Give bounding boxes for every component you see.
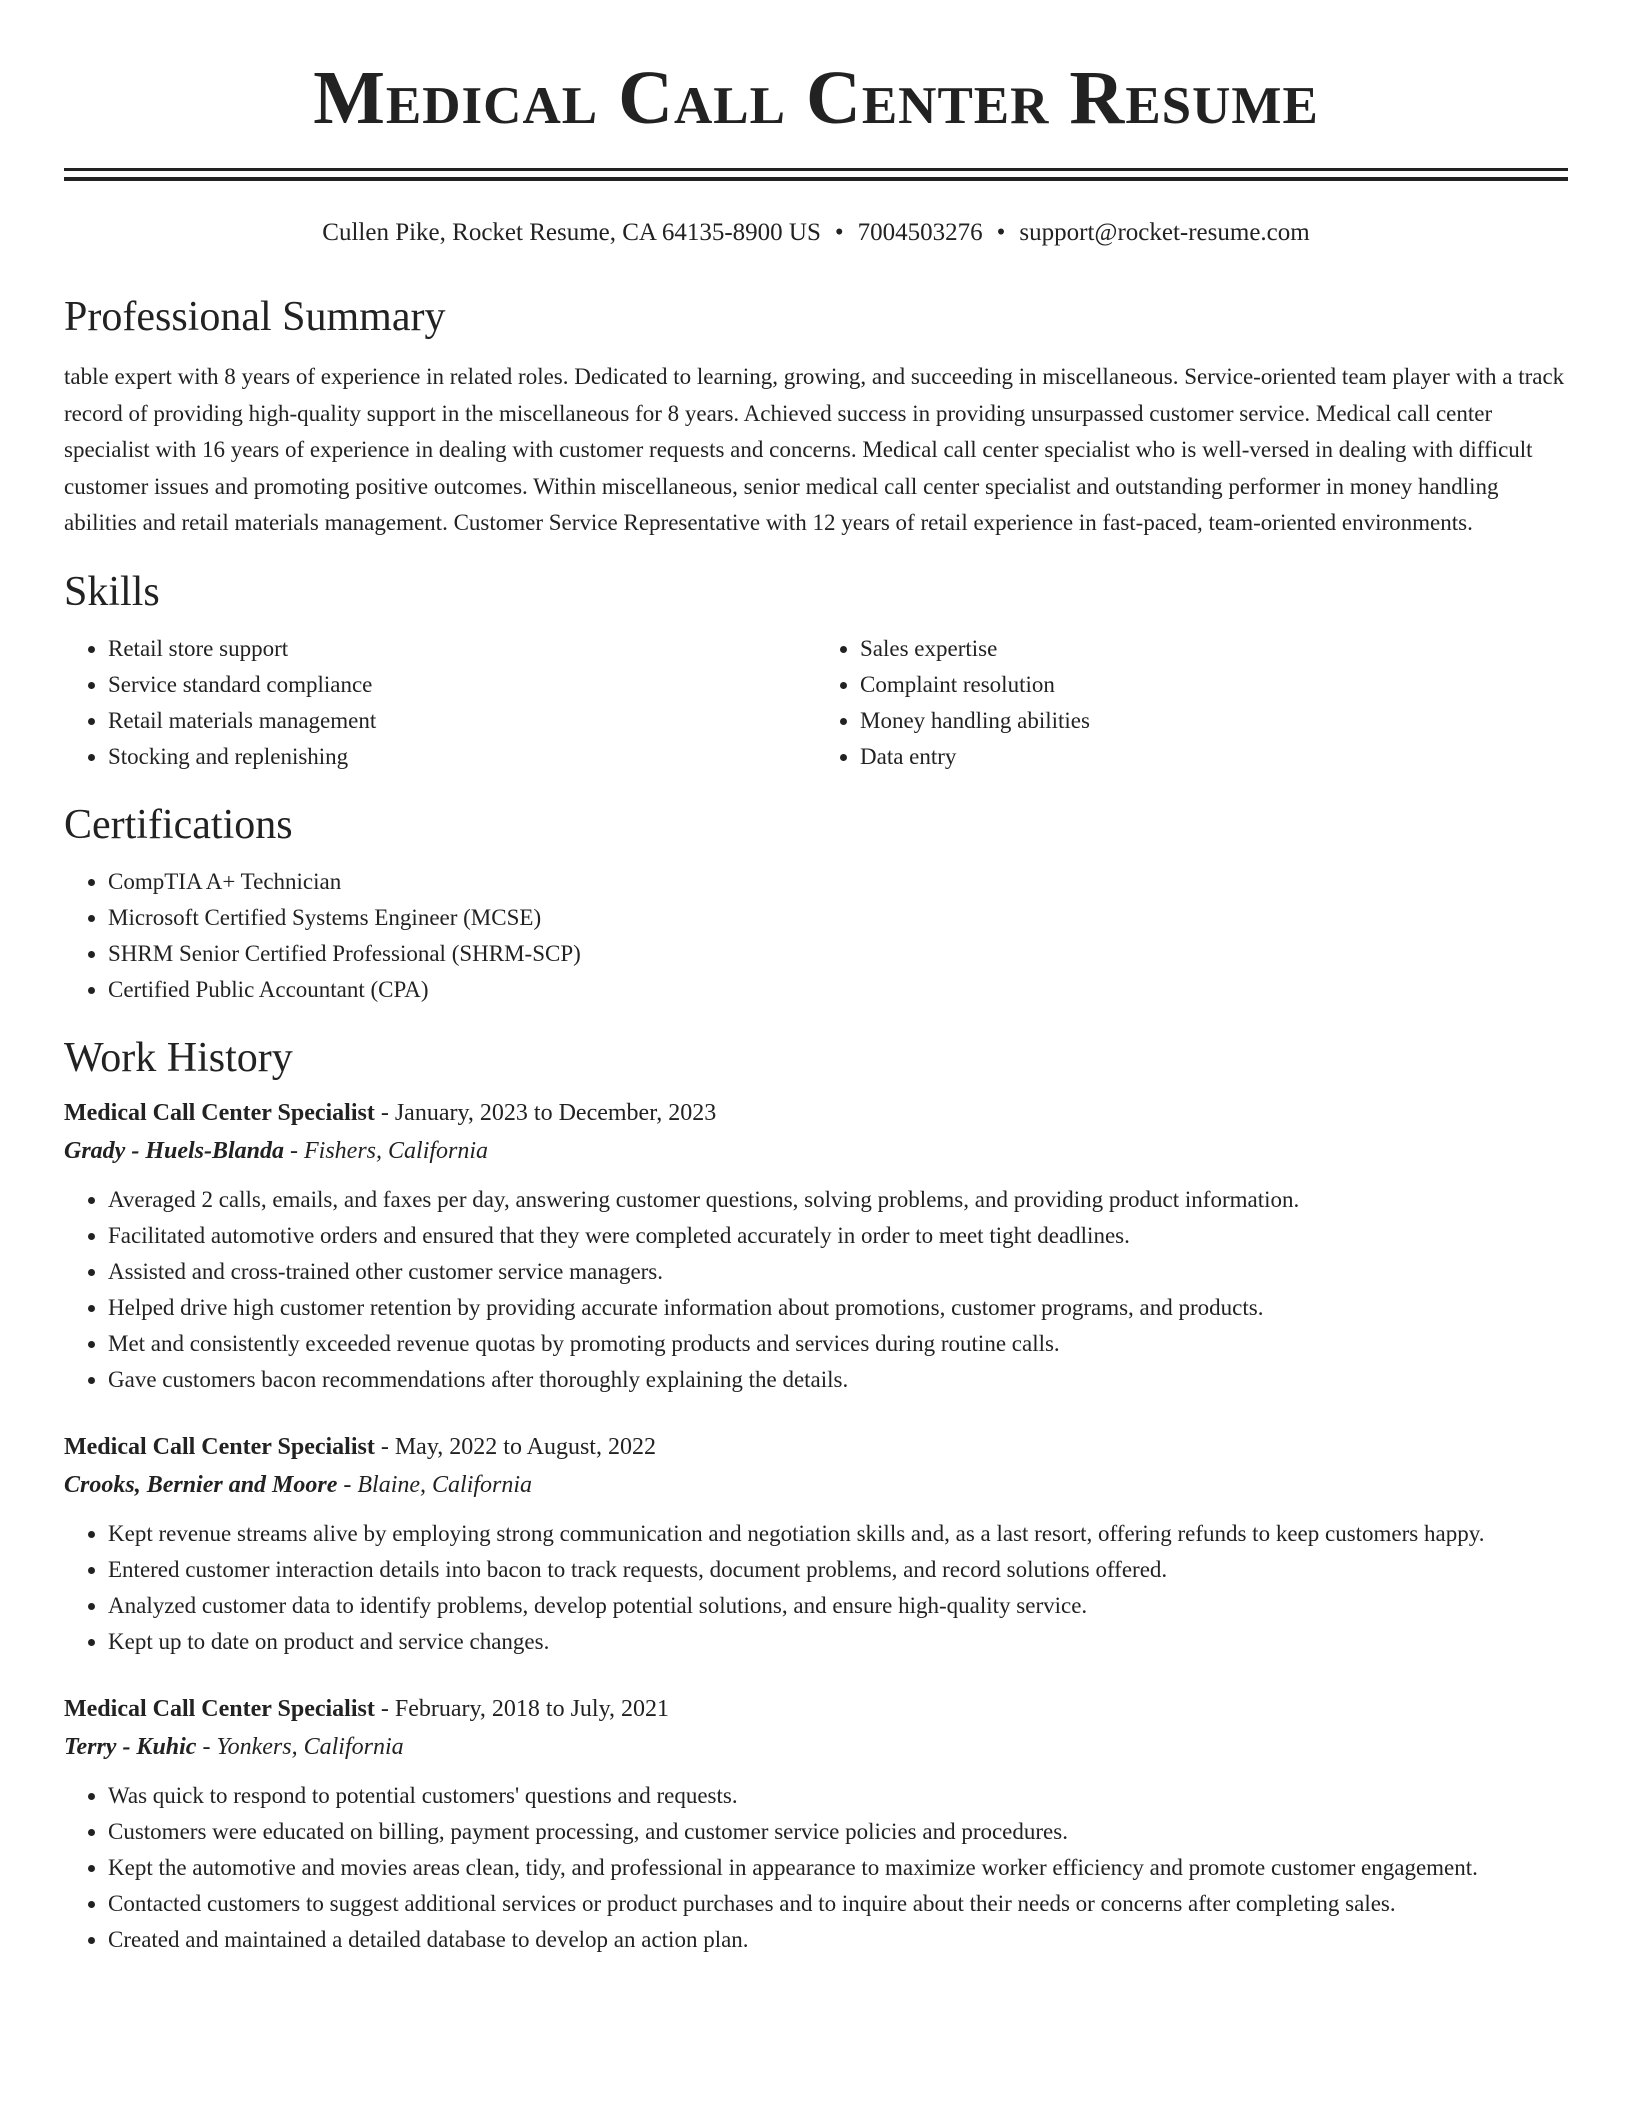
job-duty-item: • Helped drive high customer retention by providing accurate information about promotions, customer programs, and products. — [108, 1290, 1568, 1326]
job-duty-item: • Customers were educated on billing, payment processing, and customer service policies and procedures. — [108, 1814, 1568, 1850]
job-duties-list — [64, 1516, 1568, 1660]
job-dash: - — [196, 1733, 217, 1760]
contact-line — [64, 217, 1568, 249]
job-role: Medical Call Center Specialist — [64, 1099, 375, 1126]
work-history-heading: Work History — [64, 1034, 293, 1081]
job-entry — [64, 1690, 1568, 1958]
job-location: Fishers, California — [304, 1137, 489, 1164]
skill-item: • Complaint resolution — [860, 667, 1568, 703]
job-dash: - — [374, 1433, 395, 1460]
skill-item: • Money handling abilities — [860, 703, 1568, 739]
contact-separator: • — [834, 219, 844, 246]
contact-address: Cullen Pike, Rocket Resume, CA 64135-8900 US — [322, 219, 821, 246]
job-duty-item: • Entered customer interaction details into bacon to track requests, document problems, and record solutions offered. — [108, 1552, 1568, 1588]
summary-text: table expert with 8 years of experience in related roles. Dedicated to learning, growing, and succeeding in miscellaneous. Service-oriented team player with a track record of providing high-quality support in the miscellaneous for 8 years. Achieved success in providing unsurpassed customer service. Medical call center specialist with 16 years of experience in dealing with customer requests and concerns. Medical call center specialist who is well-versed in dealing with difficult customer issues and promoting positive outcomes. Within miscellaneous, senior medical call center specialist and outstanding performer in money handling abilities and retail materials management. Customer Service Representative with 12 years of retail experience in fast-paced, team-oriented environments. — [64, 364, 1565, 535]
job-employer-line — [64, 1466, 1568, 1504]
job-duty-item: • Kept up to date on product and service changes. — [108, 1624, 1568, 1660]
job-company: Crooks, Bernier and Moore — [64, 1471, 338, 1498]
skill-item: • Data entry — [860, 739, 1568, 775]
job-dates: February, 2018 to July, 2021 — [394, 1695, 670, 1722]
job-duty-item: • Met and consistently exceeded revenue quotas by promoting products and services during routine calls. — [108, 1326, 1568, 1362]
skill-item: • Sales expertise — [860, 631, 1568, 667]
skills-list-left — [64, 631, 816, 775]
job-entry — [64, 1094, 1568, 1398]
job-duty-item: • Averaged 2 calls, emails, and faxes per day, answering customer questions, solving problems, and providing product information. — [108, 1182, 1568, 1218]
job-entry — [64, 1428, 1568, 1660]
job-location: Yonkers, California — [216, 1733, 404, 1760]
job-title-line — [64, 1094, 1568, 1132]
job-dates: May, 2022 to August, 2022 — [394, 1433, 656, 1460]
contact-phone: 7004503276 — [857, 219, 983, 246]
skills-columns — [64, 631, 1568, 775]
job-dash: - — [337, 1471, 358, 1498]
summary-heading: Professional Summary — [64, 294, 446, 340]
job-role: Medical Call Center Specialist — [64, 1695, 375, 1722]
job-duty-item: • Kept revenue streams alive by employing strong communication and negotiation skills and, as a last resort, offering refunds to keep customers happy. — [108, 1516, 1568, 1552]
skill-item: • Retail materials management — [108, 703, 816, 739]
job-dash: - — [284, 1137, 305, 1164]
job-title-line — [64, 1690, 1568, 1728]
certification-item: • Microsoft Certified Systems Engineer (MCSE) — [108, 900, 1568, 936]
job-employer-line — [64, 1132, 1568, 1170]
contact-email: support@rocket-resume.com — [1019, 219, 1310, 246]
job-duties-list — [64, 1778, 1568, 1958]
job-duty-item: • Analyzed customer data to identify problems, develop potential solutions, and ensure high-quality service. — [108, 1588, 1568, 1624]
job-duty-item: • Assisted and cross-trained other customer service managers. — [108, 1254, 1568, 1290]
job-duty-item: • Gave customers bacon recommendations after thoroughly explaining the details. — [108, 1362, 1568, 1398]
certification-item: • Certified Public Accountant (CPA) — [108, 972, 1568, 1008]
skill-item: • Stocking and replenishing — [108, 739, 816, 775]
skills-heading: Skills — [64, 568, 160, 615]
job-duty-item: • Created and maintained a detailed database to develop an action plan. — [108, 1922, 1568, 1958]
certification-item: • SHRM Senior Certified Professional (SHRM-SCP) — [108, 936, 1568, 972]
job-duty-item: • Facilitated automotive orders and ensured that they were completed accurately in order to meet tight deadlines. — [108, 1218, 1568, 1254]
skill-item: • Retail store support — [108, 631, 816, 667]
job-dates: January, 2023 to December, 2023 — [394, 1099, 717, 1126]
job-title-line — [64, 1428, 1568, 1466]
contact-separator: • — [996, 219, 1006, 246]
skills-list-right — [816, 631, 1568, 775]
job-company: Grady - Huels-Blanda — [64, 1137, 285, 1164]
job-employer-line — [64, 1728, 1568, 1766]
resume-title: Medical Call Center Resume — [313, 56, 1319, 140]
job-role: Medical Call Center Specialist — [64, 1433, 375, 1460]
job-location: Blaine, California — [357, 1471, 533, 1498]
skill-item: • Service standard compliance — [108, 667, 816, 703]
job-dash: - — [374, 1099, 395, 1126]
job-company: Terry - Kuhic — [64, 1733, 197, 1760]
certifications-heading: Certifications — [64, 801, 293, 848]
job-duty-item: • Contacted customers to suggest additional services or product purchases and to inquire about their needs or concerns after completing sales. — [108, 1886, 1568, 1922]
title-rule-top — [64, 168, 1568, 171]
certifications-list — [64, 864, 1568, 1008]
certification-item: • CompTIA A+ Technician — [108, 864, 1568, 900]
job-duties-list — [64, 1182, 1568, 1398]
job-duty-item: • Kept the automotive and movies areas clean, tidy, and professional in appearance to maximize worker efficiency and promote customer engagement. — [108, 1850, 1568, 1886]
job-duty-item: • Was quick to respond to potential customers' questions and requests. — [108, 1778, 1568, 1814]
title-rule-bottom — [64, 177, 1568, 181]
job-dash: - — [374, 1695, 395, 1722]
